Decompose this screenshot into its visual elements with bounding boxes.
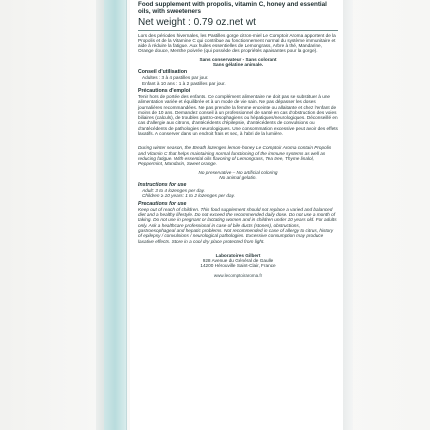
french-intro: Lors des périodes hivernales, les Pastilles gorge citron-miel Le Comptoir Aroma apportent de la Propolis et de la Vitamine C qui contribue au fonctionnement normal du système immunitaire et aide à réduire la fatigue. Aux huiles essentielles de Lemongrass, Arbre à thé, Mandarine, Orange douce, Menthe poivrée (qui possède des propriétés apaisantes pour la gorge). [138, 32, 336, 54]
french-usage-children: Enfant à 10 ans : 1 à 2 pastilles par jour. [142, 80, 226, 86]
net-weight: Net weight : 0.79 oz.net wt [138, 16, 256, 28]
company-website: www.lecomptoiraroma.fr [213, 272, 263, 278]
french-no-gelatin: Sans gélatine animale. [212, 62, 264, 68]
english-instructions-children: Children ≥ 10 years: 1 to 2 lozenges per day. [142, 193, 235, 199]
box-fold-left [96, 0, 104, 430]
company-name: Laboratoires Gilbert [215, 252, 261, 258]
english-instructions-heading: Instructions for use [138, 182, 187, 189]
french-no-preservative: Sans conservateur - Sans colorant [199, 56, 277, 62]
french-precautions-heading: Précautions d'emploi [138, 87, 191, 94]
french-precautions-body: Tenir hors de portée des enfants. Ce complément alimentaire ne doit pas se substituer à une alimentation variée et équilibrée et à un mode de vie sain. Ne pas dépasser les doses journalières recommandées. Ne pas prendre la femme enceinte ou allaitante et chez l'enfant de moins de 10 ans. Demandez conseil à un professionnel de santé en cas d'obstruction des voies biliaires (calculs), de troubles gastro-œsophagiens ou hépatiques/neurologiques. Déconseillé en cas d'allergie aux citrons, d'antécédents d'épilepsie, d'antécédents de convulsions ou d'antécédents de pathologies neurologiques. Une consommation excessive peut avoir des effets laxatifs. A conserver dans un endroit frais et sec, à l'abri de la lumière. [138, 93, 338, 137]
product-title: Food supplement with propolis, vitamin C, honey and essential oils, with sweeteners [138, 1, 327, 15]
title-divider [138, 30, 338, 31]
english-no-gelatin: No animal gelatin. [219, 174, 257, 180]
english-no-preservative: No preservative – No artificial coloring [198, 169, 278, 175]
english-instructions-adults: Adult: 3 to 4 lozenges per day. [142, 188, 205, 194]
label-content [138, 2, 338, 278]
english-precautions-heading: Precautions for use [138, 200, 187, 207]
company-address-line2: 14200 Hérouville Saint-Clair, France [200, 263, 276, 269]
french-usage-adults: Adultes : 3 à 4 pastilles par jour. [142, 75, 209, 81]
english-precautions-body: Keep out of reach of children. This food supplement should not replace a varied and balanced diet and a healthy lifestyle. Do not exceed the recommended daily dose. Do not use a month of taking. Do not use in pregnant or lactating women and in children under 10 years old. For adults only. Ask a healthcare professional in case of bile ducts (stones), obstructions, gastroesophageal and hepatic problems. Not recommended in case of allergy to citrus, history of epilepsy / convulsions / neurological pathologies. Excessive consumption may produce laxative effects. Store in a cool dry place protected from light. [138, 206, 337, 244]
teal-side-strip [104, 0, 127, 430]
french-usage-heading: Conseil d'utilisation [138, 69, 188, 76]
box-fold-right [343, 0, 353, 430]
english-intro: During winter season, the Breath lozenges lemon-honey Le Comptoir Aroma contain Propolis and Vitamin C that helps maintaining normal functioning of the immune systems as well as reducing fatigue. With essential oils flavoring of Lemongrass, Tea tree, Thyme linalol, Peppermint, Mandarin, Sweet orange. [138, 145, 332, 167]
company-address-line1: 928 Avenue du Général de Gaulle [202, 258, 274, 264]
